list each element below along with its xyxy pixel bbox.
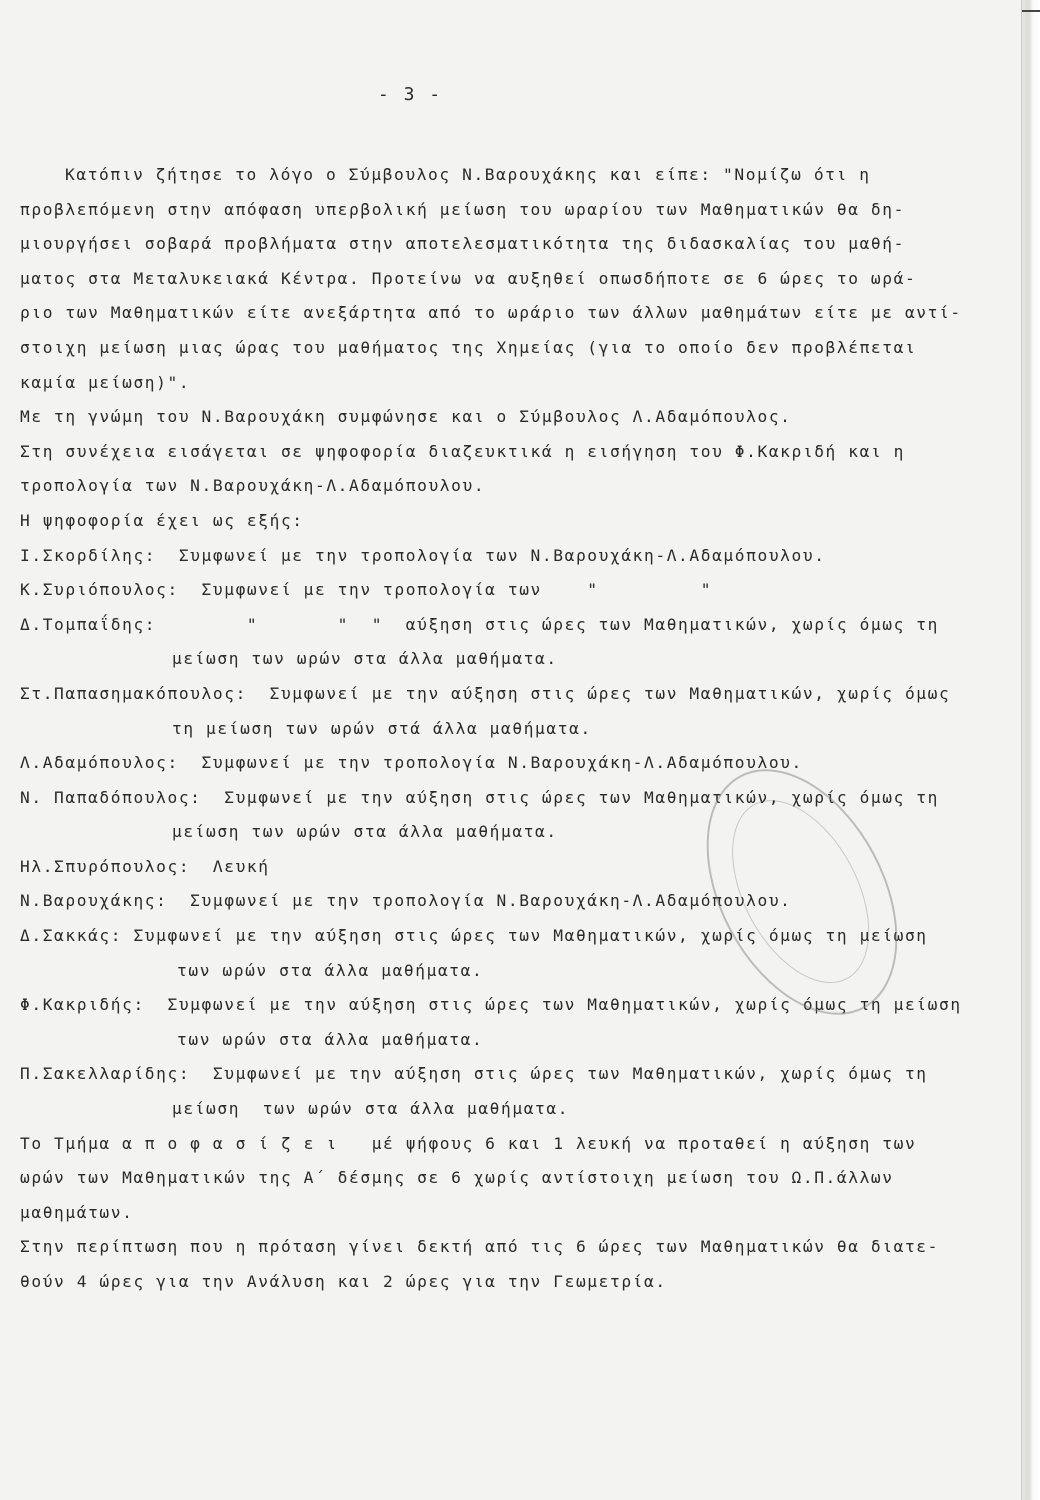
vote-line: Στ.Παπασημακόπουλος: Συμφωνεί με την αύξηση στις ώρες των Μαθηματικών, χωρίς όμως: [20, 683, 951, 703]
decision-line: Στην περίπτωση που η πρόταση γίνει δεκτή από τις 6 ώρες των Μαθηματικών θα διατε-: [20, 1237, 940, 1257]
decision-line: ωρών των Μαθηματικών της Α΄ δέσμης σε 6 χωρίς αντίστοιχη μείωση του Ω.Π.άλλων: [20, 1168, 894, 1188]
page-edge: [1021, 0, 1040, 1500]
vote-line-continuation: μείωση των ωρών στα άλλα μαθήματα.: [172, 1099, 570, 1119]
vote-line-continuation: των ωρών στα άλλα μαθήματα.: [177, 1029, 484, 1049]
text-line: προβλεπόμενη στην απόφαση υπερβολική μείωση του ωραρίου των Μαθηματικών θα δη-: [20, 199, 905, 219]
decision-line: θούν 4 ώρες για την Ανάλυση και 2 ώρες για την Γεωμετρία.: [20, 1272, 667, 1291]
corner-mark: [1022, 0, 1040, 12]
text-line: στοιχη μείωση μιας ώρας του μαθήματος της Χημείας (για το οποίο δεν προβλέπεται: [20, 337, 917, 357]
vote-line-continuation: των ωρών στα άλλα μαθήματα.: [177, 960, 484, 980]
text-line: καμία μείωση)".: [20, 372, 191, 392]
decision-line: Το Τμήμα α π ο φ α σ ί ζ ε ι μέ ψήφους 6 και 1 λευκή να προταθεί η αύξηση των: [20, 1133, 917, 1153]
text-line: Η ψηφοφορία έχει ως εξής:: [20, 510, 304, 530]
text-line: Με τη γνώμη του Ν.Βαρουχάκη συμφώνησε και ο Σύμβουλος Λ.Αδαμόπουλος.: [20, 407, 792, 427]
text-line: ριο των Μαθηματικών είτε ανεξάρτητα από το ωράριο των άλλων μαθημάτων είτε με αντί-: [20, 303, 962, 323]
text-line: ματος στα Μεταλυκειακά Κέντρα. Προτείνω να αυξηθεί οπωσδήποτε σε 6 ώρες το ωρά-: [20, 268, 917, 288]
text-line: Στη συνέχεια εισάγεται σε ψηφοφορία διαζευκτικά η εισήγηση του Φ.Κακριδή και η: [20, 441, 905, 461]
text-line: μιουργήσει σοβαρά προβλήματα στην αποτελεσματικότητα της διδασκαλίας του μαθή-: [20, 234, 905, 254]
vote-line-continuation: μείωση των ωρών στα άλλα μαθήματα.: [172, 649, 558, 669]
vote-line: Ν.Βαρουχάκης: Συμφωνεί με την τροπολογία Ν.Βαρουχάκη-Λ.Αδαμόπουλου.: [20, 891, 792, 911]
text-line: Κατόπιν ζήτησε το λόγο ο Σύμβουλος Ν.Βαρουχάκης και είπε: "Νομίζω ότι η: [65, 165, 871, 184]
vote-line-continuation: τη μείωση των ωρών στά άλλα μαθήματα.: [172, 718, 592, 738]
vote-line: Ηλ.Σπυρόπουλος: Λευκή: [20, 856, 270, 876]
document-body: [20, 158, 965, 1300]
page-number: - 3 -: [377, 84, 443, 105]
decision-line: μαθημάτων.: [20, 1202, 134, 1222]
vote-line: Κ.Συριόπουλος: Συμφωνεί με την τροπολογία των " ": [20, 580, 713, 600]
vote-line: Λ.Αδαμόπουλος: Συμφωνεί με την τροπολογία Ν.Βαρουχάκη-Λ.Αδαμόπουλου.: [20, 753, 803, 773]
vote-line-continuation: μείωση των ωρών στα άλλα μαθήματα.: [172, 822, 558, 842]
vote-line: Φ.Κακριδής: Συμφωνεί με την αύξηση στις ώρες των Μαθηματικών, χωρίς όμως τη μείωση: [20, 995, 962, 1015]
text-line: τροπολογία των Ν.Βαρουχάκη-Λ.Αδαμόπουλου.: [20, 476, 486, 496]
vote-line: Π.Σακελλαρίδης: Συμφωνεί με την αύξηση στις ώρες των Μαθηματικών, χωρίς όμως τη: [20, 1064, 928, 1084]
vote-line: Ι.Σκορδίλης: Συμφωνεί με την τροπολογία των Ν.Βαρουχάκη-Λ.Αδαμόπουλου.: [20, 545, 826, 565]
vote-line: Ν. Παπαδόπουλος: Συμφωνεί με την αύξηση στις ώρες των Μαθηματικών, χωρίς όμως τη: [20, 787, 940, 807]
vote-line: Δ.Τομπαΐδης: " " " αύξηση στις ώρες των Μαθηματικών, χωρίς όμως τη: [20, 614, 940, 634]
vote-line: Δ.Σακκάς: Συμφωνεί με την αύξηση στις ώρες των Μαθηματικών, χωρίς όμως τη μείωση: [20, 926, 928, 946]
